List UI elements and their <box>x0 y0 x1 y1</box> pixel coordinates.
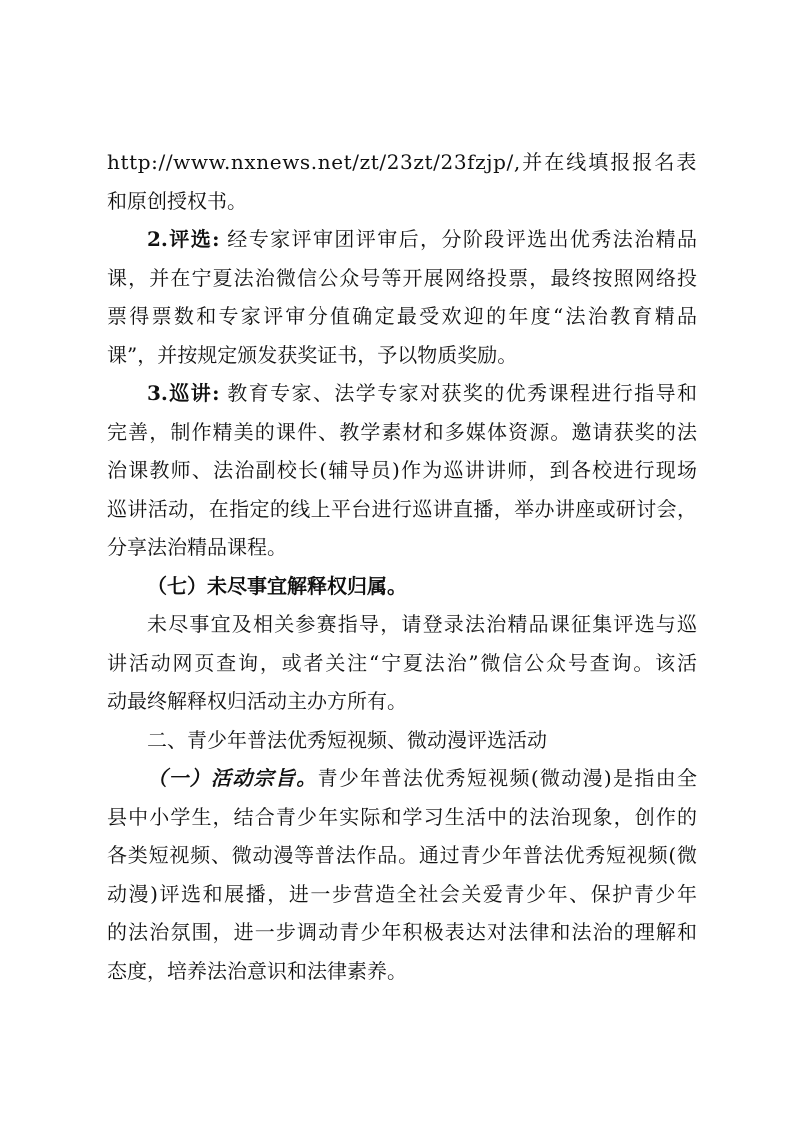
text-line: 课，并在宁夏法治微信公众号等开展网络投票，最终按照网络投 <box>107 265 697 290</box>
subsection-text: 青少年普法优秀短视频(微动漫)是指由全 <box>317 766 698 790</box>
text-line: 动漫)评选和展播，进一步营造全社会关爱青少年、保护青少年 <box>107 881 697 906</box>
text-line: 治课教师、法治副校长(辅导员)作为巡讲讲师，到各校进行现场 <box>107 458 697 482</box>
item-text: 经专家评审团评审后，分阶段评选出优秀法治精品 <box>227 227 698 251</box>
text-line: 的法治氛围，进一步调动青少年积极表达对法律和法治的理解和 <box>107 920 697 944</box>
text-line: 票得票数和专家评审分值确定最受欢迎的年度“法治教育精品 <box>107 304 697 328</box>
text-line: 和原创授权书。 <box>107 188 247 213</box>
text-line: 课”，并按规定颁发获奖证书，予以物质奖励。 <box>107 342 518 367</box>
section-heading-seven: （七）未尽事宜解释权归属。 <box>147 573 407 598</box>
subsection-purpose <box>107 759 697 798</box>
text-line: 各类短视频、微动漫等普法作品。通过青少年普法优秀短视频(微 <box>107 843 697 867</box>
text-line: 巡讲活动，在指定的线上平台进行巡讲直播，举办讲座或研讨会， <box>107 496 697 521</box>
list-item-tour <box>107 374 697 413</box>
item-label: 2.评选: <box>147 227 220 251</box>
text-line: 县中小学生，结合青少年实际和学习生活中的法治现象，创作的 <box>107 804 697 829</box>
text-line: 分享法治精品课程。 <box>107 535 287 559</box>
text-line: 完善，制作精美的课件、教学素材和多媒体资源。邀请获奖的法 <box>107 419 697 444</box>
item-label: 3.巡讲: <box>147 381 220 405</box>
document-page <box>107 143 697 990</box>
text-line: 未尽事宜及相关参赛指导，请登录法治精品课征集评选与巡 <box>147 612 697 636</box>
text-line: 动最终解释权归活动主办方所有。 <box>107 689 407 713</box>
subsection-title: （一）活动宗旨。 <box>147 766 318 790</box>
text-line: 态度，培养法治意识和法律素养。 <box>107 958 407 983</box>
list-item-evaluation <box>107 220 697 259</box>
item-text: 教育专家、法学专家对获奖的优秀课程进行指导和 <box>227 381 698 405</box>
text-line: http://www.nxnews.net/zt/23zt/23fzjp/,并在线填报报名表 <box>107 150 697 174</box>
section-heading-two: 二、青少年普法优秀短视频、微动漫评选活动 <box>147 727 547 752</box>
text-line: 讲活动网页查询，或者关注“宁夏法治”微信公众号查询。该活 <box>107 650 697 675</box>
